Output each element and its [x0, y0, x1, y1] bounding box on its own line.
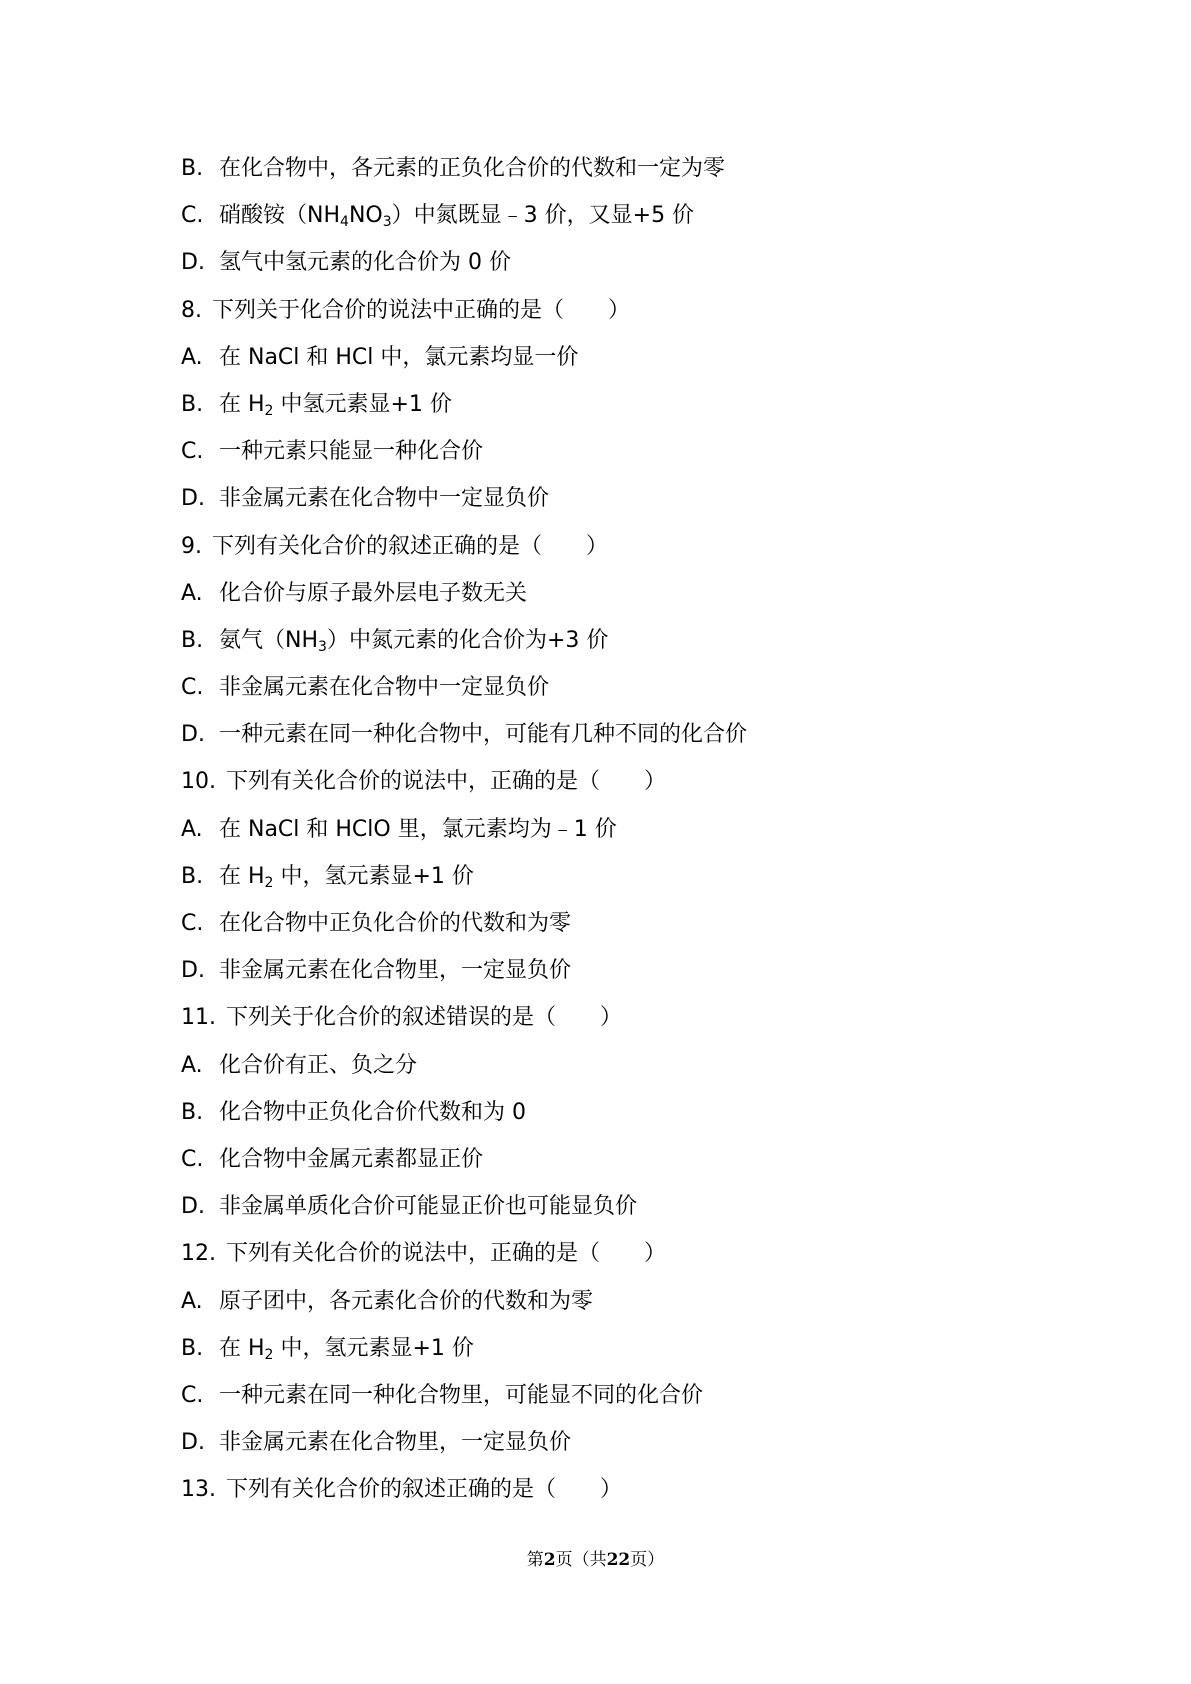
- line-text: 化合价有正、负之分: [219, 1052, 418, 1078]
- question-number: 11.: [181, 1005, 216, 1031]
- answer-option: [181, 381, 1061, 428]
- footer-middle: 页（共: [555, 1550, 607, 1570]
- line-text: 下列有关化合价的说法中，正确的是（ ）: [226, 769, 667, 795]
- question-number: 13.: [181, 1477, 216, 1503]
- option-label: C.: [181, 1382, 204, 1408]
- answer-option: [181, 475, 1061, 522]
- line-text: 在 H: [219, 863, 265, 889]
- question-number: 12.: [181, 1241, 216, 1267]
- line-text: 一种元素只能显一种化合价: [219, 439, 484, 465]
- option-label: A.: [181, 1052, 203, 1078]
- option-label: C.: [181, 911, 204, 936]
- line-text: 非金属元素在化合物中一定显负价: [219, 486, 550, 512]
- line-text: 化合物中金属元素都显正价: [219, 1146, 484, 1172]
- line-text: 在 H: [219, 1335, 265, 1361]
- footer-suffix: 页）: [630, 1550, 665, 1570]
- option-label: C.: [181, 203, 204, 229]
- option-label: B.: [181, 863, 204, 889]
- option-label: A.: [181, 580, 203, 606]
- footer-prefix: 第: [526, 1550, 544, 1570]
- question-stem: [181, 1466, 1061, 1513]
- answer-option: [181, 853, 1061, 900]
- line-text: 氢气中氢元素的化合价为 0 价: [219, 250, 511, 276]
- subscript: 3: [382, 214, 392, 231]
- answer-option: [181, 664, 1061, 711]
- line-text: 非金属元素在化合物中一定显负价: [219, 675, 550, 701]
- line-text: 化合价与原子最外层电子数无关: [219, 580, 528, 606]
- answer-option: [181, 334, 1061, 381]
- option-label: B.: [181, 391, 204, 417]
- footer-page-number: 2: [543, 1550, 556, 1570]
- answer-option: [181, 806, 1061, 853]
- answer-option: [181, 1372, 1061, 1419]
- option-label: A.: [181, 816, 203, 842]
- answer-option: [181, 947, 1061, 994]
- subscript: 3: [318, 638, 327, 655]
- line-text: 氨气（NH: [219, 627, 319, 653]
- line-text: 下列关于化合价的叙述错误的是（ ）: [226, 1005, 623, 1031]
- option-label: B.: [181, 627, 204, 653]
- option-label: A.: [181, 344, 203, 370]
- line-text: 非金属单质化合价可能显正价也可能显负价: [219, 1194, 638, 1220]
- question-stem: [181, 287, 1061, 334]
- question-stem: [181, 758, 1061, 805]
- question-stem: [181, 1230, 1061, 1277]
- option-label: B.: [181, 1335, 204, 1361]
- answer-option: [181, 1419, 1061, 1466]
- answer-option: [181, 239, 1061, 286]
- line-text: 在 NaCl 和 HClO 里，氯元素均为﹣1 价: [219, 816, 617, 842]
- answer-option: [181, 1042, 1061, 1089]
- line-text: 在化合物中正负化合价的代数和为零: [219, 911, 572, 936]
- line-text: 硝酸铵（NH: [219, 203, 341, 229]
- answer-option: [181, 900, 1061, 947]
- answer-option: [181, 570, 1061, 617]
- line-text: 中氢元素显+1 价: [273, 391, 452, 417]
- subscript: 2: [264, 874, 274, 891]
- question-number: 10.: [181, 769, 216, 795]
- line-text: 化合物中正负化合价代数和为 0: [219, 1099, 526, 1125]
- line-text: 原子团中，各元素化合价的代数和为零: [219, 1288, 594, 1314]
- line-text: 非金属元素在化合物里，一定显负价: [219, 958, 572, 984]
- option-label: B.: [181, 1099, 204, 1125]
- answer-option: [181, 192, 1061, 239]
- line-text: 一种元素在同一种化合物中，可能有几种不同的化合价: [219, 722, 748, 748]
- question-number: 9.: [181, 533, 202, 559]
- answer-option: [181, 1278, 1061, 1325]
- option-label: A.: [181, 1288, 203, 1314]
- option-label: C.: [181, 439, 204, 465]
- answer-option: [181, 1183, 1061, 1230]
- answer-option: [181, 1089, 1061, 1136]
- line-text: 下列有关化合价的说法中，正确的是（ ）: [226, 1241, 667, 1267]
- subscript: 4: [340, 214, 349, 231]
- answer-option: [181, 1325, 1061, 1372]
- line-text: 一种元素在同一种化合物里，可能显不同的化合价: [219, 1382, 704, 1408]
- line-text: 在化合物中，各元素的正负化合价的代数和一定为零: [219, 156, 726, 181]
- line-text: 下列关于化合价的说法中正确的是（ ）: [212, 297, 631, 323]
- line-text: 下列有关化合价的叙述正确的是（ ）: [212, 533, 609, 559]
- line-text: 在 H: [219, 391, 265, 417]
- option-label: D.: [181, 1430, 205, 1456]
- option-label: D.: [181, 1194, 205, 1220]
- option-label: D.: [181, 250, 205, 276]
- line-text: 非金属元素在化合物里，一定显负价: [219, 1430, 572, 1456]
- option-label: B.: [181, 156, 204, 181]
- line-text: NO: [348, 203, 383, 229]
- line-text: 中，氢元素显+1 价: [273, 1335, 474, 1361]
- answer-option: [181, 428, 1061, 475]
- footer-total-pages: 22: [606, 1550, 631, 1570]
- question-stem: [181, 523, 1061, 570]
- page-footer: [0, 1545, 1191, 1570]
- option-label: D.: [181, 958, 205, 984]
- line-text: ）中氮元素的化合价为+3 价: [326, 627, 609, 653]
- subscript: 2: [264, 402, 274, 419]
- answer-option: [181, 617, 1061, 664]
- line-text: 中，氢元素显+1 价: [273, 863, 474, 889]
- question-number: 8.: [181, 297, 202, 323]
- answer-option: [181, 1136, 1061, 1183]
- line-text: 下列有关化合价的叙述正确的是（ ）: [226, 1477, 623, 1503]
- question-list: [181, 145, 1061, 1513]
- subscript: 2: [264, 1346, 274, 1363]
- answer-option: [181, 711, 1061, 758]
- line-text: ）中氮既显﹣3 价，又显+5 价: [391, 203, 695, 229]
- question-stem: [181, 994, 1061, 1041]
- option-label: C.: [181, 1146, 204, 1172]
- answer-option: [181, 145, 1061, 192]
- line-text: 在 NaCl 和 HCl 中，氯元素均显一价: [219, 344, 579, 370]
- option-label: D.: [181, 486, 205, 512]
- option-label: D.: [181, 722, 205, 748]
- option-label: C.: [181, 675, 204, 701]
